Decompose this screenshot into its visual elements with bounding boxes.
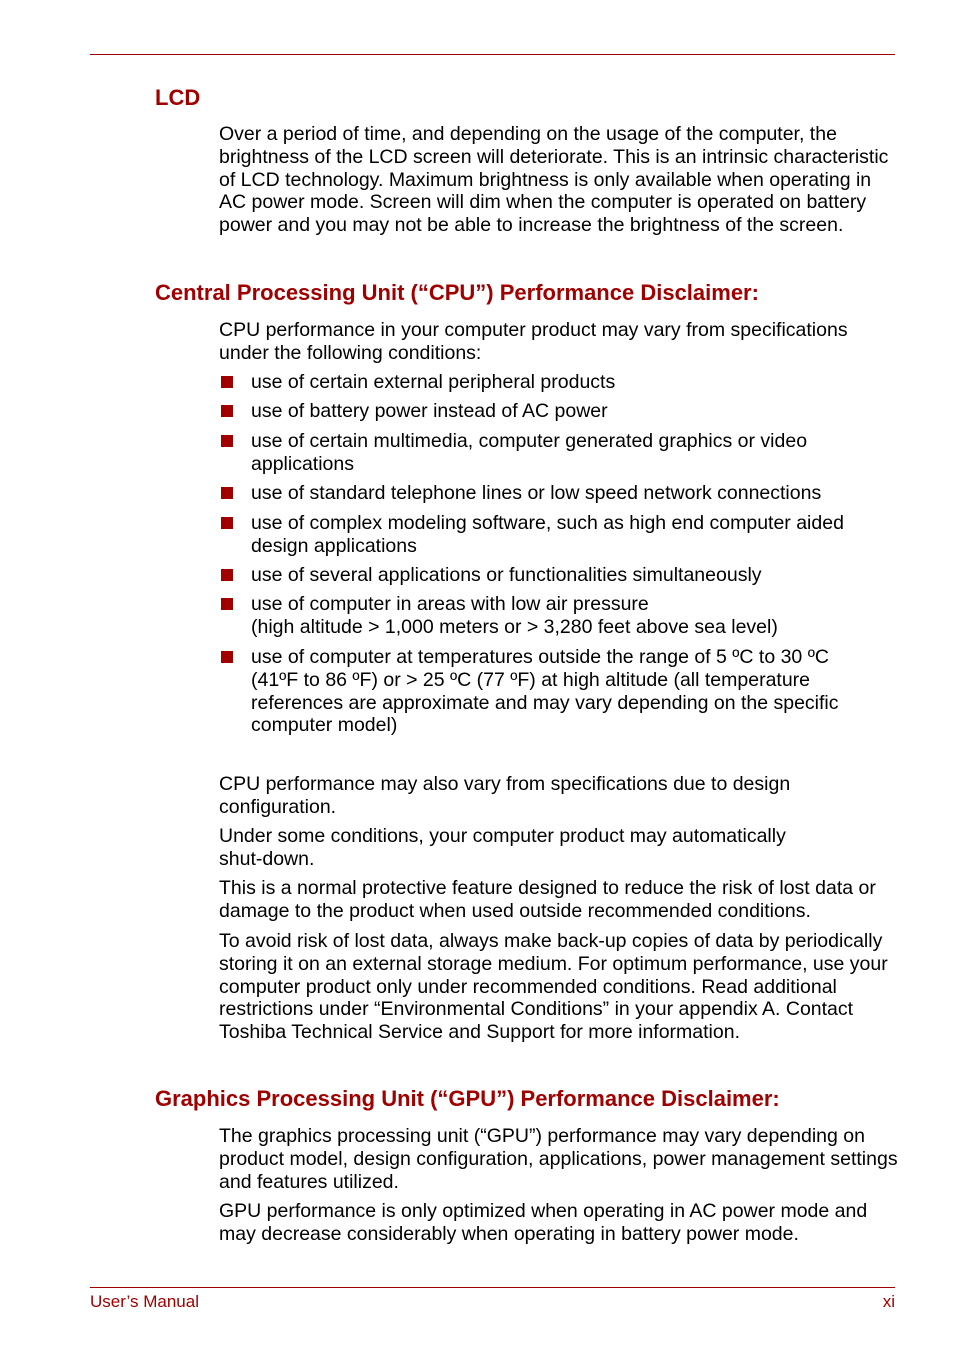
- cpu-condition-item: [221, 593, 901, 639]
- lcd-heading: LCD: [155, 85, 201, 110]
- cpu-condition-text: use of several applications or functionalities simultaneously: [251, 564, 762, 586]
- cpu-condition-text: use of computer at temperatures outside the range of 5 ºC to 30 ºC (41ºF to 86 ºF) or > 25 ºC (77 ºF) at high altitude (all temperature references are approximate and may vary depending on the specific computer model): [251, 646, 839, 737]
- cpu-heading: Central Processing Unit (“CPU”) Performance Disclaimer:: [155, 280, 759, 305]
- cpu-paragraph: To avoid risk of lost data, always make back-up copies of data by periodically storing it on an external storage medium. For optimum performance, use your computer product only under recommended conditions. Read additional restrictions under “Environmental Conditions” in your appendix A. Contact Toshiba Technical Service and Support for more information.: [219, 930, 888, 1044]
- square-bullet-icon: [221, 435, 233, 447]
- gpu-paragraph: The graphics processing unit (“GPU”) performance may vary depending on product model, design configuration, applications, power management settings and features utilized.: [219, 1125, 898, 1193]
- footer-rule: [90, 1287, 895, 1288]
- square-bullet-icon: [221, 487, 233, 499]
- square-bullet-icon: [221, 651, 233, 663]
- gpu-heading: Graphics Processing Unit (“GPU”) Performance Disclaimer:: [155, 1086, 780, 1111]
- cpu-condition-item: [221, 646, 901, 737]
- cpu-condition-text: use of computer in areas with low air pressure (high altitude > 1,000 meters or > 3,280 feet above sea level): [251, 593, 778, 638]
- cpu-condition-text: use of certain external peripheral products: [251, 371, 616, 393]
- square-bullet-icon: [221, 405, 233, 417]
- cpu-condition-item: [221, 482, 901, 505]
- footer-page-number: xi: [882, 1292, 895, 1311]
- cpu-condition-item: [221, 512, 901, 558]
- square-bullet-icon: [221, 376, 233, 388]
- cpu-condition-item: [221, 430, 901, 476]
- cpu-condition-text: use of complex modeling software, such as high end computer aided design applications: [251, 512, 844, 557]
- cpu-paragraph: This is a normal protective feature designed to reduce the risk of lost data or damage to the product when used outside recommended conditions.: [219, 877, 876, 922]
- cpu-paragraph: Under some conditions, your computer product may automatically shut-down.: [219, 825, 786, 870]
- cpu-condition-item: [221, 371, 901, 394]
- footer-manual-title: User’s Manual: [90, 1292, 199, 1311]
- cpu-intro: CPU performance in your computer product may vary from specifications under the following conditions:: [219, 319, 848, 364]
- cpu-paragraph: CPU performance may also vary from specifications due to design configuration.: [219, 773, 791, 818]
- square-bullet-icon: [221, 569, 233, 581]
- cpu-condition-text: use of standard telephone lines or low speed network connections: [251, 482, 822, 504]
- cpu-condition-item: [221, 400, 901, 423]
- gpu-paragraph: GPU performance is only optimized when operating in AC power mode and may decrease considerably when operating in battery power mode.: [219, 1200, 868, 1245]
- lcd-paragraph: Over a period of time, and depending on the usage of the computer, the brightness of the LCD screen will deteriorate. This is an intrinsic characteristic of LCD technology. Maximum brightness is only available when operating in AC power mode. Screen will dim when the computer is operated on battery power and you may not be able to increase the brightness of the screen.: [219, 123, 889, 237]
- cpu-condition-item: [221, 564, 901, 587]
- cpu-condition-text: use of battery power instead of AC power: [251, 400, 608, 422]
- cpu-condition-text: use of certain multimedia, computer generated graphics or video applications: [251, 430, 808, 475]
- header-rule: [90, 54, 895, 55]
- square-bullet-icon: [221, 517, 233, 529]
- square-bullet-icon: [221, 598, 233, 610]
